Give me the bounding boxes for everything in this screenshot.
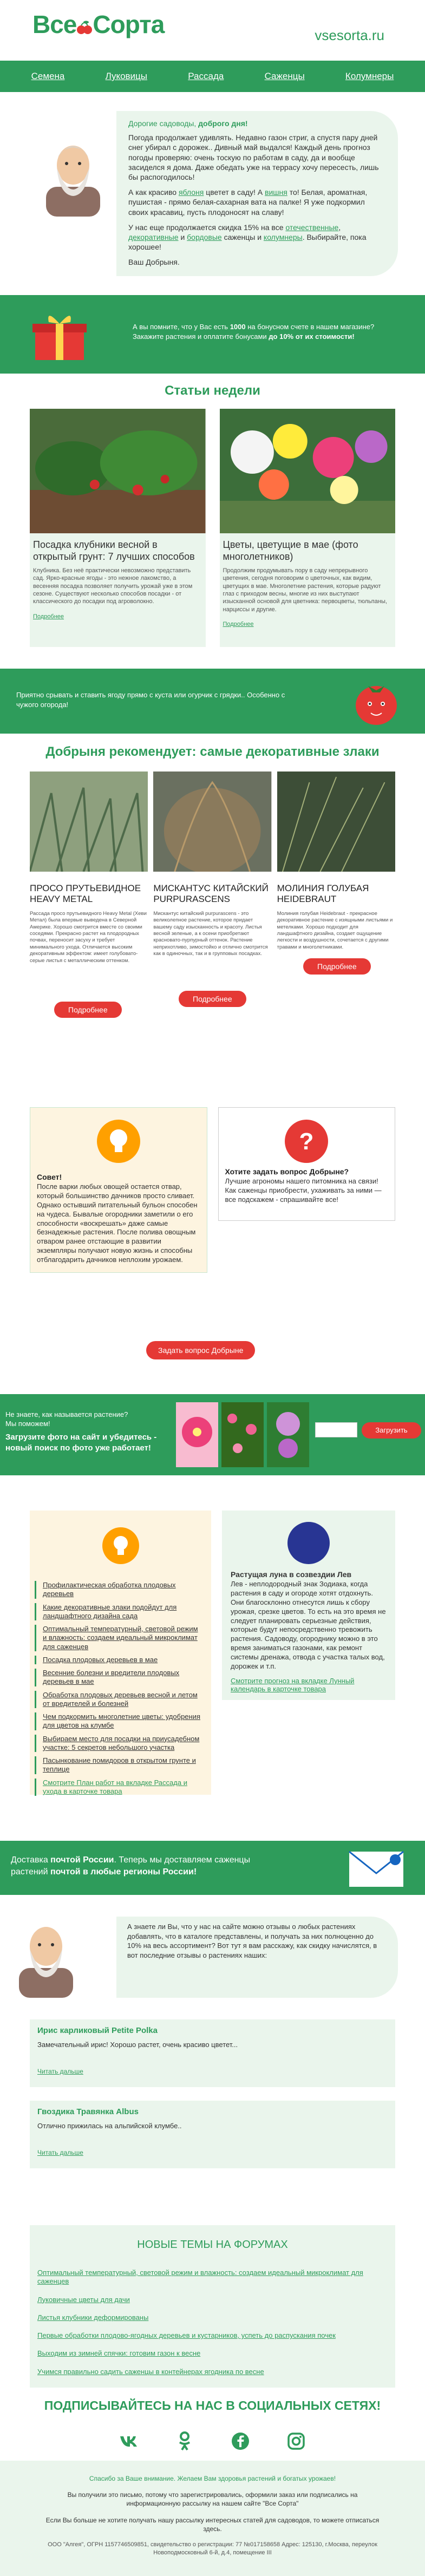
advice-text: После варки любых овощей остается отвар, который большинство дачников просто сливает. Однако остывший питательный бульон способен на чудеса. Бывалые огородники заметили о его способности «воскрешать» даже самые безнадежные растения. После полива овощным отваром ранее отстающие в развитии экземпляры получают новую жизнь и способны отблагодарить дачников неплохим урожаем. xyxy=(37,1182,198,1264)
reviews-intro xyxy=(0,1917,425,2009)
tips-links xyxy=(37,1581,204,1796)
advice-row xyxy=(30,1107,395,1273)
moon-card xyxy=(222,1511,395,1700)
article-more-link[interactable]: Подробнее xyxy=(223,620,254,627)
tomato-icon xyxy=(352,674,401,728)
dobrynya-avatar xyxy=(41,135,106,217)
logo[interactable] xyxy=(32,10,164,39)
site-link[interactable]: vsesorta.ru xyxy=(315,27,384,43)
plant-thumbnail xyxy=(221,1402,264,1467)
review-text: Отлично прижилась на альпийской клумбе.. xyxy=(37,2122,182,2130)
forum-link[interactable]: Первые обработки плодово-ягодных деревьев и кустарников, успеть до распускания почек xyxy=(37,2331,336,2339)
nav-item-seeds[interactable]: Семена xyxy=(31,71,65,81)
forum-link[interactable]: Учимся правильно садить саженцы в контейнерах ягодника по весне xyxy=(37,2367,264,2376)
articles-list xyxy=(30,409,395,647)
hint-text: Приятно срывать и ставить ягоду прямо с куста или огурчик с грядки.. Особенно с чужого огорода! xyxy=(16,691,285,709)
tip-link[interactable]: Чем подкормить многолетние цветы: удобрения для цветов на клумбе xyxy=(37,1712,204,1730)
moon-title: Растущая луна в созвездии Лев xyxy=(231,1570,352,1579)
delivery-text: Доставка почтой России. Теперь мы доставляем саженцы растений почтой в любые регионы России! xyxy=(11,1855,251,1877)
social-title: ПОДПИСЫВАЙТЕСЬ НА НАС В СОЦИАЛЬНЫХ СЕТЯХ! xyxy=(44,2398,381,2412)
tip-link[interactable]: Какие декоративные злаки подойдут для ландшафтного дизайна сада xyxy=(37,1603,204,1621)
apple-link[interactable]: яблоня xyxy=(178,188,204,197)
tip-link[interactable]: Оптимальный температурный, световой режим и влажность: создаем идеальный микроклимат для саженцев xyxy=(37,1625,204,1651)
ask-text: Лучшие агрономы нашего питомника на связи! Как саженцы приобрести, ухаживать за ними — все подскажем - спрашивайте все! xyxy=(225,1177,382,1204)
miscanthus-image xyxy=(153,772,271,872)
greeting-paragraph-3: У нас еще продолжается скидка 15% на все отечественные, декоративные и бордовые саженцы и колумнеры. Выбирайте, пока хорошее! xyxy=(128,223,367,252)
nav-item-bulbs[interactable]: Луковицы xyxy=(105,71,148,81)
upload-button[interactable]: Загрузить xyxy=(362,1422,421,1439)
footer-unsubscribe[interactable]: Если Вы больше не хотите получать нашу рассылку интересных статей для садоводов, то можете отписаться здесь. xyxy=(45,2516,380,2533)
plant-card xyxy=(277,772,395,964)
tip-link[interactable]: Весенние болезни и вредители плодовых деревьев в мае xyxy=(37,1669,204,1686)
logo-text-right: Сорта xyxy=(93,10,165,38)
burgundy-link[interactable]: бордовые xyxy=(187,232,222,241)
article-more-link[interactable]: Подробнее xyxy=(33,613,64,620)
review-more-link[interactable]: Читать дальше xyxy=(37,2149,83,2156)
bonus-text: А вы помните, что у Вас есть 1000 на бонусном счете в нашем магазине? Закажите растения и оплатите бонусами до 10% от их стоимости! xyxy=(133,323,375,341)
plant-text: Рассада просо прутьевидного Heavy Metal (Хеви Метал) была впервые выведена в Северной Америке. Хорошо смотрится вместе со своими соседями. Прекрасно растет на плодородных почвах, переносит засуху и требует минимального ухода. Отличается высоким декоративным эффектом: имеет голубовато-серые листья с металлическим оттенком. xyxy=(30,911,147,964)
article-title: Посадка клубники весной в открытый грунт: 7 лучших способов xyxy=(33,539,195,562)
lamp-icon xyxy=(102,1527,140,1565)
plant-card xyxy=(153,772,271,964)
svg-text:?: ? xyxy=(299,1128,314,1155)
tip-link[interactable]: Смотрите План работ на вкладке Рассада и ухода в карточке товара xyxy=(37,1779,204,1796)
tips-list-card xyxy=(30,1511,211,1795)
tip-link[interactable]: Обработка плодовых деревьев весной и летом от вредителей и болезней xyxy=(37,1691,204,1709)
photo-input[interactable] xyxy=(315,1422,357,1437)
plant-text: Мискантус китайский purpurascens - это великолепное растение, которое придает вашему саду изысканность и красоту. Листья весной зеленые, а к осени приобретают красновато-пурпурный оттенок. Растение неприхотливо, зимостойко и отлично смотрится как в одиночных, так и в групповых посадках. xyxy=(153,911,268,957)
domestic-link[interactable]: отечественные xyxy=(285,223,339,232)
gift-icon xyxy=(30,309,89,363)
plant-thumbnails xyxy=(176,1402,309,1467)
ask-question-button[interactable]: Задать вопрос Добрыне xyxy=(146,1341,255,1359)
greeting-section xyxy=(0,103,425,282)
review-card xyxy=(30,2019,395,2087)
main-nav xyxy=(0,61,425,92)
ask-title: Хотите задать вопрос Добрыне? xyxy=(225,1167,349,1176)
search-question: Не знаете, как называется растение? Мы поможем! xyxy=(5,1410,128,1428)
review-more-link[interactable]: Читать дальше xyxy=(37,2068,83,2075)
forum-link[interactable]: Луковичные цветы для дачи xyxy=(37,2295,130,2304)
greeting-paragraph-2: А как красиво яблоня цветет в саду! А вишня то! Белая, ароматная, пушистая - прямо белая-сахарная вата на палке! Я уже подкормил своих красавиц, пусть плодоносят на славу! xyxy=(128,188,368,217)
search-main-text: Загрузите фото на сайт и убедитесь - новый поиск по фото уже работает! xyxy=(5,1433,157,1453)
plant-title: МОЛИНИЯ ГОЛУБАЯ HEIDEBRAUT xyxy=(277,883,369,904)
question-icon xyxy=(285,1120,328,1163)
greeting-card xyxy=(116,111,398,276)
plant-thumbnail xyxy=(267,1402,309,1467)
ok-icon[interactable] xyxy=(174,2431,195,2451)
plant-more-button[interactable]: Подробнее xyxy=(303,958,371,975)
forum-link[interactable]: Выходим из зимней спячки: готовим газон к весне xyxy=(37,2349,201,2358)
forum-link[interactable]: Оптимальный температурный, световой режим и влажность: создаем идеальный микроклимат для саженцев xyxy=(37,2268,363,2286)
may-flowers-image xyxy=(220,409,396,533)
plant-more-button[interactable]: Подробнее xyxy=(54,1002,122,1018)
strawberry-image xyxy=(30,409,206,533)
plant-title: ПРОСО ПРУТЬЕВИДНОЕ HEAVY METAL xyxy=(30,883,141,904)
hint-banner xyxy=(0,669,425,734)
article-text: Клубника. Без неё практически невозможно представить сад. Ярко-красные ягоды - это нежное лакомство, а весенняя посадка позволяет получить урожай уже в этом сезоне. Существуют несколько способов посадки - от классического до посадки под агроволокно. xyxy=(33,567,193,605)
article-text: Продолжим продумывать пору в саду непрерывного цветения, сегодня поговорим о цветочных, как видим, цветущих в мае. Многолетние растения, которые радуют глаз с приходом весны, многие из них выступают изысканной основой для цветника: первоцветы, тюльпаны, нарциссы и другие. xyxy=(223,567,387,613)
plant-title: МИСКАНТУС КИТАЙСКИЙ PURPURASCENS xyxy=(153,883,269,904)
lunar-calendar-link[interactable]: Смотрите прогноз на вкладке Лунный календарь в карточке товара xyxy=(231,1676,355,1693)
footer-legal: ООО "Алгея", ОГРН 1157746509851, свидетельство о регистрации: 77 №017158658 Адрес: 125130, г.Москва, переулок Новоподмосковный 6-й, д.4, помещение III xyxy=(48,2541,377,2556)
forums-card xyxy=(30,2225,395,2388)
footer xyxy=(0,2461,425,2576)
tip-link[interactable]: Выбираем место для посадки на приусадебном участке: 5 секретов небольшого участка xyxy=(37,1735,204,1753)
social-links xyxy=(0,2431,425,2451)
vk-icon[interactable] xyxy=(119,2431,139,2451)
nav-item-seedlings[interactable]: Рассада xyxy=(188,71,224,81)
plant-thumbnail xyxy=(176,1402,218,1467)
facebook-icon[interactable] xyxy=(230,2431,251,2451)
logo-text-left: Все xyxy=(32,10,77,38)
header xyxy=(0,0,425,56)
advice-title: Совет! xyxy=(37,1173,62,1181)
footer-reason: Вы получили это письмо, потому что зарегистрировались, оформили заказ или подписались на информационную рассылку на нашем сайте "Все Сорта" xyxy=(67,2491,358,2508)
lightbulb-icon xyxy=(97,1120,140,1163)
review-card xyxy=(30,2101,395,2168)
greeting-hello: Дорогие садоводы, доброго дня! xyxy=(128,119,248,128)
cherry-icon xyxy=(76,12,93,28)
bonus-banner xyxy=(0,295,425,374)
tip-link[interactable]: Пасынкование помидоров в открытом грунте и теплице xyxy=(37,1756,204,1774)
nav-item-columnar[interactable]: Колумнеры xyxy=(345,71,394,81)
tip-link[interactable]: Посадка плодовых деревьев в мае xyxy=(37,1656,204,1664)
decorative-link[interactable]: декоративные xyxy=(128,232,179,241)
review-text: Замечательный ирис! Хорошо растет, очень красиво цветет... xyxy=(37,2041,238,2049)
plant-more-button[interactable]: Подробнее xyxy=(179,991,246,1007)
millet-image xyxy=(30,772,148,872)
reviews-intro-card: А знаете ли Вы, что у нас на сайте можно отзывы о любых растениях добавлять, что в каталоге представлены, и получать за них полноценно до 10% на весь ассортимент? Вот тут я вам расскажу, как скидку начислятся, в вот последние отзывы о растениях наших: xyxy=(116,1917,398,1998)
photo-search-banner xyxy=(0,1394,425,1475)
review-title[interactable]: Гвоздика Травянка Albus xyxy=(37,2107,139,2116)
plants-title: Добрыня рекомендует: самые декоративные злаки xyxy=(45,744,380,759)
article-card[interactable] xyxy=(220,409,396,647)
article-title: Цветы, цветущие в мае (фото многолетников) xyxy=(223,539,358,562)
plant-card xyxy=(30,772,148,964)
greeting-sign: Ваш Добрыня. xyxy=(128,258,180,267)
columnar-link[interactable]: колумнеры xyxy=(263,232,303,241)
moon-icon xyxy=(287,1521,330,1565)
tip-link[interactable]: Профилактическая обработка плодовых деревьев xyxy=(37,1581,204,1599)
review-title[interactable]: Ирис карликовый Petite Polka xyxy=(37,2026,158,2035)
ask-card xyxy=(218,1107,396,1221)
moon-text: Лев - неплодородный знак Зодиака, когда растения в саду и огороде хотят отдохнуть. Они благосклонно отнесутся лишь к сбору урожая, срезке цветов. То есть на это время не следует планировать серьезные действия, которые будут непосредственно тревожить растения. Садоводу, огороднику можно в это время заниматься газонами, как ремонт системы дренажа, отвода с участка талых вод, дорожек и т.п. xyxy=(231,1580,386,1671)
envelope-icon xyxy=(346,1846,406,1889)
article-card[interactable] xyxy=(30,409,206,647)
footer-thanks: Спасибо за Ваше внимание. Желаем Вам здоровья растений и богатых урожаев! xyxy=(89,2475,336,2482)
advice-card xyxy=(30,1107,207,1273)
molinia-image xyxy=(277,772,395,872)
cherry-link[interactable]: вишня xyxy=(265,188,287,197)
dobrynya-avatar xyxy=(16,1917,76,1998)
forums-title: НОВЫЕ ТЕМЫ НА ФОРУМАХ xyxy=(137,2239,288,2251)
forum-link[interactable]: Листья клубники деформированы xyxy=(37,2313,149,2322)
greeting-paragraph-1: Погода продолжает удивлять. Недавно газон стриг, а спустя пару дней снег убирал с дорожек.. Дивный май выдался! Каждый день прогноз погоды проверяю: очень тоскую по работам в саду, да и вообще засиделся я дома. Даже обедать уже на террасу хочу пересесть, лишь бы распогодилось! xyxy=(128,133,379,181)
plant-text: Молиния голубая Heidebraut - прекрасное декоративное растение с изящными листьями и метелками. Хорошо подходит для ландшафтного дизайна, создает ощущение легкости и воздушности, сочетается с другими травами и многолетниками. xyxy=(277,911,393,950)
articles-title: Статьи недели xyxy=(165,383,260,398)
plants-list xyxy=(30,772,395,964)
nav-item-saplings[interactable]: Саженцы xyxy=(264,71,305,81)
delivery-banner xyxy=(0,1841,425,1895)
instagram-icon[interactable] xyxy=(286,2431,306,2451)
